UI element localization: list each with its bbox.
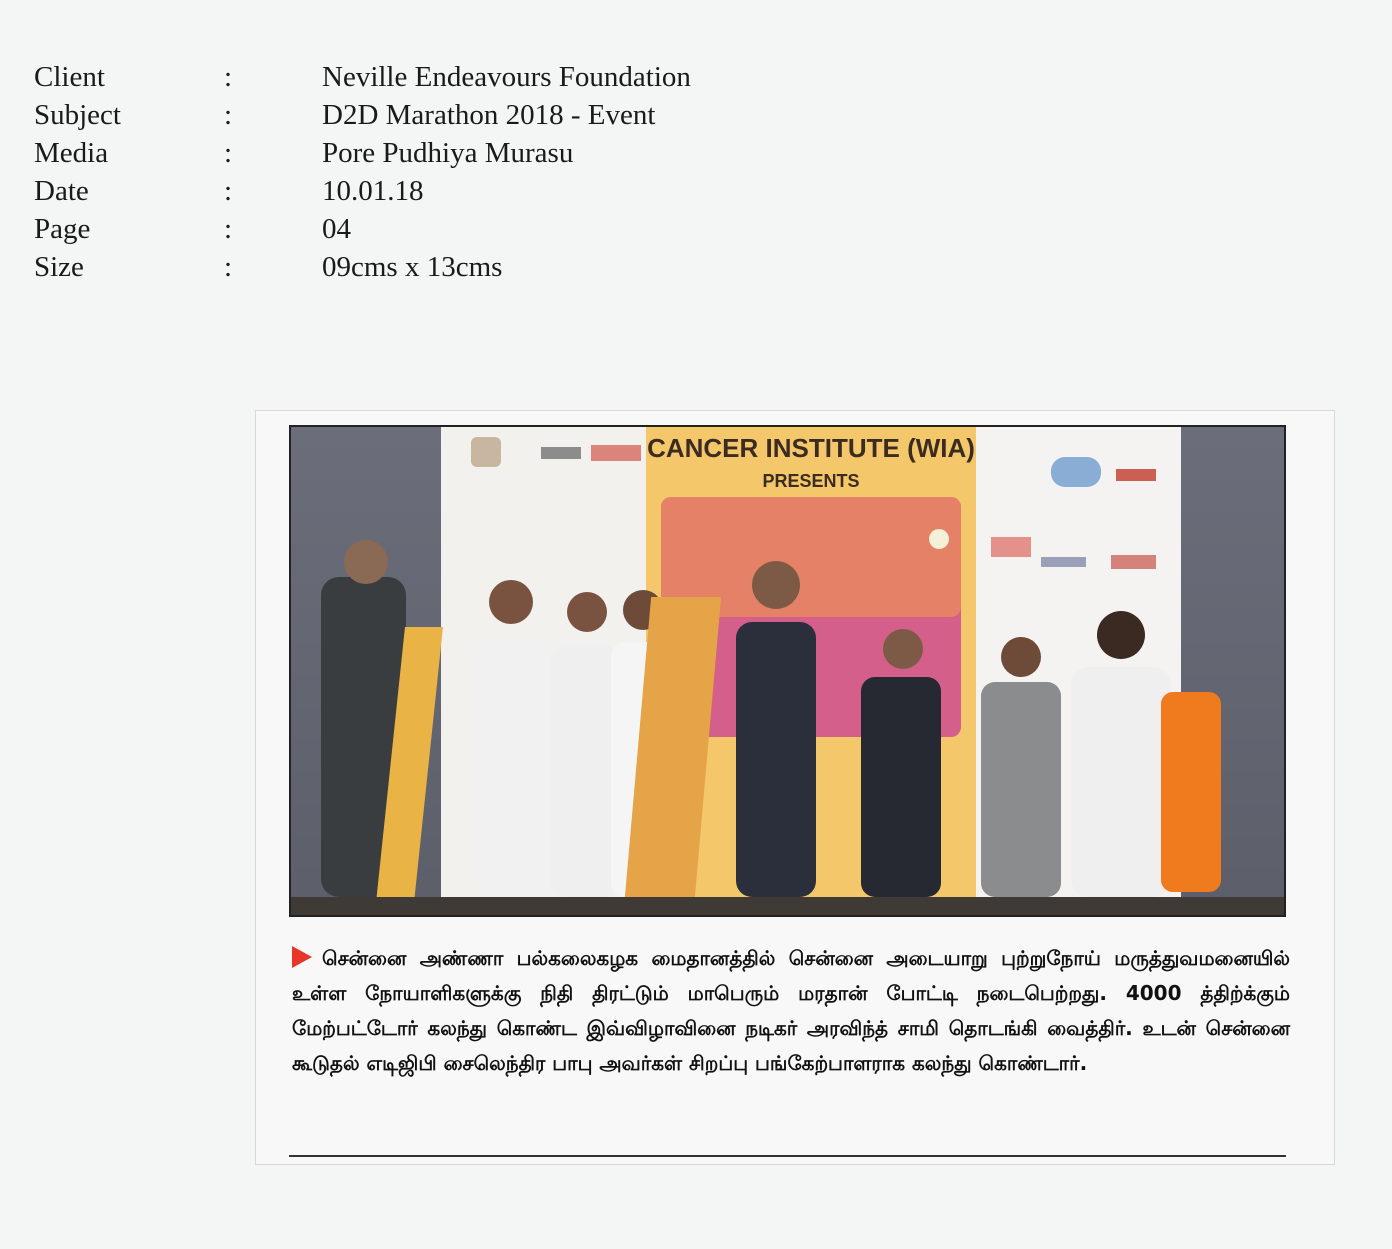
caption-arrow-icon bbox=[292, 946, 312, 968]
caption-text: சென்னை அண்ணா பல்கலைகழக மைதானத்தில் சென்னை அடையாறு புற்றுநோய் மருத்துவமனையில் உள்ள நோயாளிகளுக்கு நிதி திரட்டும் மாபெரும் மரதான் போட்டி நடைபெற்றது. 4000 த்திற்க்கும் மேற்பட்டோர் கலந்து கொண்ட இவ்விழாவினை நடிகர் அரவிந்த் சாமி தொடங்கி வைத்திர். உடன் சென்னை கூடுதல் எடிஜிபி சைலெந்திர பாபு அவர்கள் சிறப்பு பங்கேற்பாளராக கலந்து கொண்டார். bbox=[292, 946, 1290, 1075]
newspaper-clipping bbox=[255, 410, 1335, 1165]
sponsor-logo bbox=[471, 437, 501, 467]
meta-value: 04 bbox=[322, 212, 351, 245]
meta-value: Neville Endeavours Foundation bbox=[322, 60, 691, 93]
moon-shape bbox=[929, 529, 949, 549]
meta-value: Pore Pudhiya Murasu bbox=[322, 136, 574, 169]
meta-value: 09cms x 13cms bbox=[322, 250, 503, 283]
meta-label: Date bbox=[34, 174, 89, 207]
meta-row-date bbox=[34, 172, 691, 210]
meta-value: D2D Marathon 2018 - Event bbox=[322, 98, 656, 131]
meta-separator: : bbox=[224, 212, 233, 245]
meta-label: Media bbox=[34, 136, 109, 169]
meta-separator: : bbox=[224, 60, 233, 93]
sponsor-logo bbox=[1116, 469, 1156, 481]
sponsor-logo bbox=[591, 445, 641, 461]
meta-separator: : bbox=[224, 174, 233, 207]
meta-label: Size bbox=[34, 250, 84, 283]
meta-label: Client bbox=[34, 60, 105, 93]
sponsor-logo bbox=[1041, 557, 1086, 567]
event-photo-illustration bbox=[291, 427, 1284, 915]
sponsor-logo bbox=[1111, 555, 1156, 569]
meta-label: Page bbox=[34, 212, 91, 245]
clipping-metadata bbox=[34, 58, 691, 286]
meta-value: 10.01.18 bbox=[322, 174, 424, 207]
meta-row-subject bbox=[34, 96, 691, 134]
meta-separator: : bbox=[224, 136, 233, 169]
meta-row-page bbox=[34, 210, 691, 248]
event-photo bbox=[289, 425, 1286, 917]
meta-row-media bbox=[34, 134, 691, 172]
banner-title: CANCER INSTITUTE (WIA) bbox=[647, 433, 975, 463]
sponsor-logo bbox=[541, 447, 581, 459]
sponsor-logo bbox=[1051, 457, 1101, 487]
meta-row-size bbox=[34, 248, 691, 286]
meta-row-client bbox=[34, 58, 691, 96]
meta-separator: : bbox=[224, 250, 233, 283]
meta-label: Subject bbox=[34, 98, 121, 131]
banner-subtitle: PRESENTS bbox=[762, 471, 860, 491]
meta-separator: : bbox=[224, 98, 233, 131]
photo-caption bbox=[292, 941, 1290, 1081]
caption-rule bbox=[289, 1155, 1286, 1157]
sponsor-logo bbox=[991, 537, 1031, 557]
